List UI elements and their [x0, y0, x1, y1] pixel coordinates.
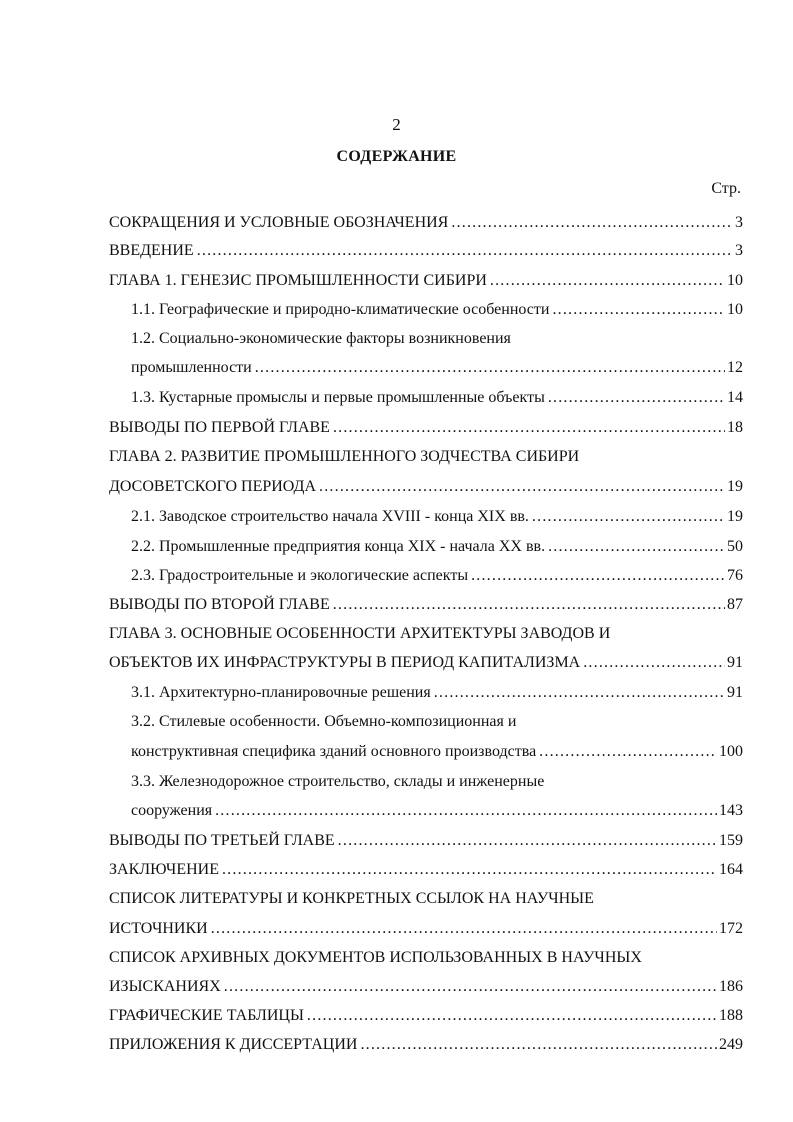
toc-entry-page: 19: [727, 508, 743, 525]
toc-entry: [131, 328, 743, 350]
toc-entry-title: ДОСОВЕТСКОГО ПЕРИОДА: [109, 478, 317, 495]
toc-entry: [109, 830, 743, 852]
dot-leader: [211, 918, 717, 940]
toc-entry-title: сооружения: [131, 802, 213, 819]
toc-entry-title: конструктивная специфика зданий основного производства: [131, 743, 537, 760]
dot-leader: [215, 800, 717, 822]
toc-entry-page: 172: [719, 920, 743, 937]
dot-leader: [471, 565, 725, 587]
toc-entry-title: 1.1. Географические и природно-климатические особенности: [131, 301, 550, 318]
toc-entry-page: 87: [727, 596, 743, 613]
toc-entry: [131, 741, 743, 763]
toc-entry-page: 50: [727, 538, 743, 555]
toc-entry: [131, 565, 743, 587]
dot-leader: [451, 212, 733, 234]
dot-leader: [434, 682, 725, 704]
toc-entry-title: 3.1. Архитектурно-планировочные решения: [131, 684, 431, 701]
toc-entry: [131, 536, 743, 558]
toc-entry-title: ВЫВОДЫ ПО ВТОРОЙ ГЛАВЕ: [109, 596, 330, 613]
toc-entry-page: 100: [719, 743, 743, 760]
dot-leader: [255, 357, 725, 379]
toc-entry: [109, 594, 743, 616]
toc-entry: [131, 771, 743, 793]
toc-entry: [109, 270, 743, 292]
toc-entry: [131, 357, 743, 379]
toc-entry-page: 18: [727, 419, 743, 436]
toc-entry-title: ИСТОЧНИКИ: [109, 920, 208, 937]
toc-entry-page: 76: [727, 567, 743, 584]
toc-entry-title: ЗАКЛЮЧЕНИЕ: [109, 861, 219, 878]
toc-entry-page: 143: [719, 802, 743, 819]
dot-leader: [333, 417, 725, 439]
toc-entry: [109, 652, 743, 674]
toc-entry: [109, 476, 743, 498]
toc-entry-page: 91: [727, 654, 743, 671]
toc-entry-title: ГРАФИЧЕСКИЕ ТАБЛИЦЫ: [109, 1007, 304, 1024]
toc-entry-page: 3: [735, 242, 743, 259]
toc-entry-page: 249: [719, 1036, 743, 1053]
toc-entry: [109, 947, 743, 969]
page-column-label: Стр.: [711, 180, 741, 197]
toc-entry-page: 91: [727, 684, 743, 701]
toc-entry-title: ИЗЫСКАНИЯХ: [109, 978, 221, 995]
toc-entry: [109, 1034, 743, 1056]
toc-title: СОДЕРЖАНИЕ: [336, 148, 457, 165]
toc-entry-page: 19: [727, 478, 743, 495]
dot-leader: [224, 976, 717, 998]
toc-entry: [109, 212, 743, 234]
toc-entry-title: 3.2. Стилевые особенности. Объемно-композиционная и: [131, 713, 517, 730]
dot-leader: [197, 240, 733, 262]
toc-entry-title: ВВЕДЕНИЕ: [109, 242, 194, 259]
toc-entry-title: промышленности: [131, 359, 252, 376]
dot-leader: [583, 652, 725, 674]
toc-entry-page: 10: [727, 272, 743, 289]
toc-entry: [109, 859, 743, 881]
toc-entry-page: 3: [735, 214, 743, 231]
toc-entry-page: 186: [719, 978, 743, 995]
toc-entry-title: 1.2. Социально-экономические факторы возникновения: [131, 330, 511, 347]
toc-entry-title: ПРИЛОЖЕНИЯ К ДИССЕРТАЦИИ: [109, 1036, 358, 1053]
dot-leader: [222, 859, 717, 881]
toc-entry-title: 2.1. Заводское строительство начала XVIII - конца XIX вв.: [131, 508, 529, 525]
toc-entry: [131, 682, 743, 704]
toc-entry-page: 188: [719, 1007, 743, 1024]
toc-entry-title: ОБЪЕКТОВ ИХ ИНФРАСТРУКТУРЫ В ПЕРИОД КАПИТАЛИЗМА: [109, 654, 581, 671]
toc-entry-title: ГЛАВА 3. ОСНОВНЫЕ ОСОБЕННОСТИ АРХИТЕКТУРЫ ЗАВОДОВ И: [109, 625, 611, 642]
dot-leader: [532, 506, 725, 528]
toc-entry-title: 3.3. Железнодорожное строительство, склады и инженерные: [131, 773, 545, 790]
toc-entry-page: 12: [727, 359, 743, 376]
toc-entry-title: ВЫВОДЫ ПО ПЕРВОЙ ГЛАВЕ: [109, 419, 330, 436]
toc-entry: [109, 623, 743, 645]
toc-entry-page: 14: [727, 389, 743, 406]
toc-entry-title: СОКРАЩЕНИЯ И УСЛОВНЫЕ ОБОЗНАЧЕНИЯ: [109, 214, 449, 231]
toc-entry-page: 10: [727, 301, 743, 318]
dot-leader: [490, 270, 725, 292]
toc-entry: [109, 1005, 743, 1027]
toc-entry: [131, 711, 743, 733]
toc-entry-title: ВЫВОДЫ ПО ТРЕТЬЕЙ ГЛАВЕ: [109, 832, 335, 849]
toc-entry-title: 2.3. Градостроительные и экологические аспекты: [131, 567, 469, 584]
dot-leader: [307, 1005, 717, 1027]
dot-leader: [552, 299, 725, 321]
toc-entry-title: СПИСОК АРХИВНЫХ ДОКУМЕНТОВ ИСПОЛЬЗОВАННЫХ В НАУЧНЫХ: [109, 949, 642, 966]
dot-leader: [360, 1034, 717, 1056]
toc-entry: [131, 387, 743, 409]
dot-leader: [319, 476, 725, 498]
dot-leader: [539, 741, 717, 763]
toc-entry-title: СПИСОК ЛИТЕРАТУРЫ И КОНКРЕТНЫХ ССЫЛОК НА НАУЧНЫЕ: [109, 890, 594, 907]
toc-entry: [109, 446, 743, 468]
toc-entry: [131, 299, 743, 321]
toc-entry-title: 2.2. Промышленные предприятия конца XIX - начала XX вв.: [131, 538, 546, 555]
dot-leader: [333, 594, 725, 616]
dot-leader: [548, 536, 725, 558]
toc-entry: [109, 888, 743, 910]
toc-entry-page: 159: [719, 832, 743, 849]
toc-entry: [131, 506, 743, 528]
toc-entry: [109, 918, 743, 940]
toc-entry: [109, 417, 743, 439]
toc-entry-page: 164: [719, 861, 743, 878]
toc-entry: [109, 976, 743, 998]
dot-leader: [338, 830, 717, 852]
toc-entry: [109, 240, 743, 262]
toc-entry-title: ГЛАВА 1. ГЕНЕЗИС ПРОМЫШЛЕННОСТИ СИБИРИ: [109, 272, 487, 289]
toc-entry: [131, 800, 743, 822]
page-number: 2: [392, 115, 401, 134]
dot-leader: [548, 387, 725, 409]
toc-entry-title: ГЛАВА 2. РАЗВИТИЕ ПРОМЫШЛЕННОГО ЗОДЧЕСТВА СИБИРИ: [109, 448, 580, 465]
toc-entry-title: 1.3. Кустарные промыслы и первые промышленные объекты: [131, 389, 545, 406]
